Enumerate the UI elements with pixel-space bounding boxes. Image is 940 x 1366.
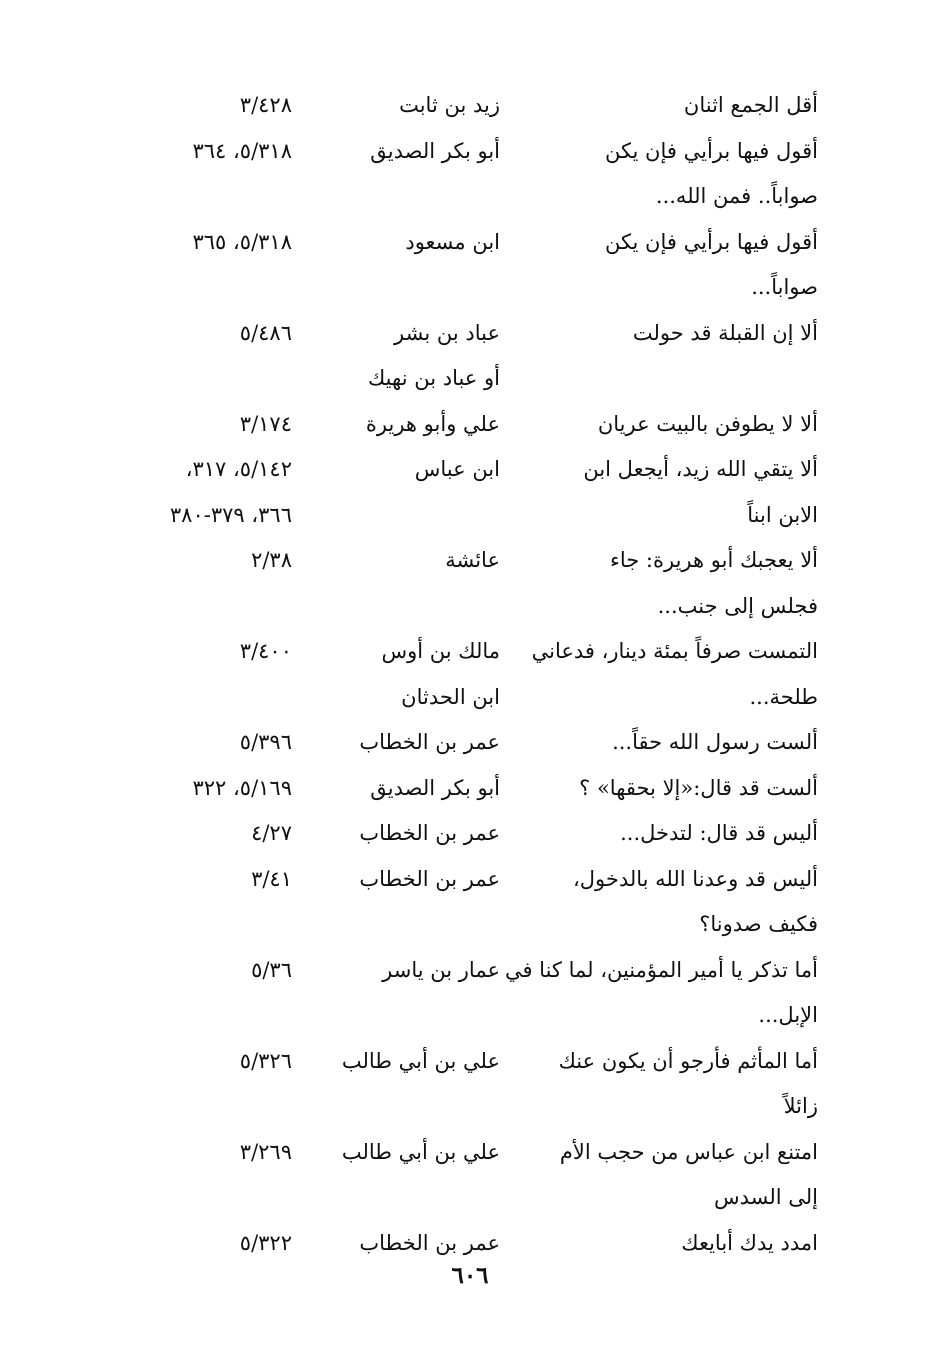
entry-line — [0, 1083, 940, 1129]
index-entry — [0, 856, 940, 947]
entry-line — [0, 310, 940, 356]
hadith-text-continued: الإبل... — [758, 1003, 818, 1027]
narrator: ابن مسعود — [405, 229, 500, 254]
index-entry — [0, 446, 940, 537]
hadith-text: ألست رسول الله حقاً... — [612, 730, 818, 754]
hadith-text: أليس قد وعدنا الله بالدخول، — [572, 866, 818, 891]
hadith-text: ألا يعجبك أبو هريرة: جاء — [609, 548, 818, 572]
narrator: عمر بن الخطاب — [359, 1230, 500, 1255]
entry-line — [0, 537, 940, 583]
entry-line — [0, 82, 940, 128]
entry-line — [0, 264, 940, 310]
hadith-text: أقل الجمع اثنان — [683, 93, 818, 117]
volume-page-ref: ٣/٢٦٩ — [239, 1139, 292, 1164]
entry-line — [0, 674, 940, 720]
volume-page-ref: ٣/٤٢٨ — [239, 93, 292, 117]
hadith-text: أليس قد قال: لتدخل... — [620, 821, 818, 845]
hadith-text-continued: صواباً... — [751, 275, 818, 299]
hadith-text: أما المأثم فأرجو أن يكون عنك — [558, 1048, 818, 1073]
narrator-continued: أو عباد بن نهيك — [367, 366, 500, 390]
index-entry — [0, 810, 940, 856]
volume-page-ref: ٥/٣١٨، ٣٦٤ — [192, 138, 292, 163]
narrator: عمر بن الخطاب — [359, 821, 500, 845]
entry-line — [0, 1129, 940, 1175]
volume-page-ref: ٥/٤٨٦ — [239, 320, 292, 345]
entry-line — [0, 401, 940, 447]
volume-page-ref: ٥/٣٩٦ — [239, 730, 292, 754]
hadith-text-continued: إلى السدس — [713, 1185, 818, 1209]
index-entry — [0, 82, 940, 128]
index-entry — [0, 219, 940, 310]
hadith-text-continued: صواباً.. فمن الله... — [655, 184, 818, 208]
index-entry — [0, 628, 940, 719]
hadith-text-continued: زائلاً — [783, 1094, 818, 1118]
entry-line — [0, 628, 940, 674]
entry-line — [0, 1174, 940, 1220]
narrator: أبو بكر الصديق — [370, 775, 500, 800]
volume-page-ref: ٥/٣١٨، ٣٦٥ — [192, 229, 292, 254]
narrator: عمر بن الخطاب — [359, 866, 500, 891]
narrator: زيد بن ثابت — [399, 93, 500, 117]
hadith-text: ألا لا يطوفن بالبيت عريان — [597, 411, 818, 436]
entry-line — [0, 719, 940, 765]
hadith-text: أقول فيها برأيي فإن يكن — [604, 138, 818, 163]
volume-page-ref: ٥/١٤٢، ٣١٧، — [185, 457, 292, 481]
entry-line — [0, 856, 940, 902]
volume-page-ref: ٣/٤٠٠ — [239, 639, 292, 663]
narrator: عمر بن الخطاب — [359, 730, 500, 754]
volume-page-ref: ٥/٣٢٦ — [239, 1048, 292, 1073]
narrator: ابن عباس — [414, 457, 500, 481]
narrator: مالك بن أوس — [381, 639, 500, 663]
hadith-text: ألا يتقي الله زيد، أيجعل ابن — [583, 457, 818, 481]
narrator: عائشة — [445, 548, 500, 572]
volume-page-ref: ٥/٣٦ — [251, 957, 292, 982]
entry-line — [0, 1038, 940, 1084]
entry-line — [0, 765, 940, 811]
entry-line — [0, 446, 940, 492]
entry-line — [0, 355, 940, 401]
index-entry — [0, 765, 940, 811]
hadith-text-continued: طلحة... — [749, 684, 818, 709]
hadith-text: امتنع ابن عباس من حجب الأم — [559, 1139, 818, 1164]
index-entries — [0, 82, 940, 1265]
narrator: عباد بن بشر — [394, 320, 500, 345]
entry-line — [0, 583, 940, 629]
index-entry — [0, 719, 940, 765]
entry-line — [0, 810, 940, 856]
narrator: أبو بكر الصديق — [370, 138, 500, 163]
volume-page-ref: ٣/٤١ — [251, 866, 292, 891]
index-entry — [0, 128, 940, 219]
entry-line — [0, 219, 940, 265]
hadith-text-continued: الابن ابناً — [747, 502, 818, 527]
hadith-text: ألا إن القبلة قد حولت — [632, 320, 818, 345]
hadith-text-continued: فكيف صدونا؟ — [699, 912, 818, 936]
hadith-text: أما تذكر يا أمير المؤمنين، لما كنا في — [504, 957, 818, 982]
narrator: عمار بن ياسر — [382, 957, 500, 982]
hadith-text: أقول فيها برأيي فإن يكن — [604, 229, 818, 254]
index-entry — [0, 1038, 940, 1129]
page-number: ٦٠٦ — [451, 1262, 489, 1289]
entry-line — [0, 128, 940, 174]
index-entry — [0, 947, 940, 1038]
volume-page-ref-continued: ٣٦٦، ٣٧٩-٣٨٠ — [169, 502, 292, 527]
volume-page-ref: ٥/٣٢٢ — [239, 1230, 292, 1255]
volume-page-ref: ٢/٣٨ — [251, 548, 292, 572]
entry-line — [0, 1220, 940, 1266]
index-entry — [0, 1220, 940, 1266]
entry-line — [0, 492, 940, 538]
narrator: علي وأبو هريرة — [365, 411, 500, 436]
entry-line — [0, 992, 940, 1038]
hadith-text-continued: فجلس إلى جنب... — [657, 593, 818, 618]
narrator: علي بن أبي طالب — [341, 1048, 500, 1073]
volume-page-ref: ٥/١٦٩، ٣٢٢ — [192, 775, 292, 800]
hadith-text: امدد يدك أبايعك — [681, 1230, 818, 1255]
volume-page-ref: ٣/١٧٤ — [239, 411, 292, 436]
entry-line — [0, 947, 940, 993]
entry-line — [0, 173, 940, 219]
index-entry — [0, 401, 940, 447]
narrator-continued: ابن الحدثان — [401, 684, 500, 709]
index-entry — [0, 537, 940, 628]
index-entry — [0, 1129, 940, 1220]
entry-line — [0, 901, 940, 947]
hadith-text: ألست قد قال:«إلا بحقها» ؟ — [579, 775, 818, 800]
narrator: علي بن أبي طالب — [341, 1139, 500, 1164]
hadith-text: التمست صرفاً بمئة دينار، فدعاني — [531, 639, 818, 663]
index-entry — [0, 310, 940, 401]
volume-page-ref: ٤/٢٧ — [251, 821, 292, 845]
